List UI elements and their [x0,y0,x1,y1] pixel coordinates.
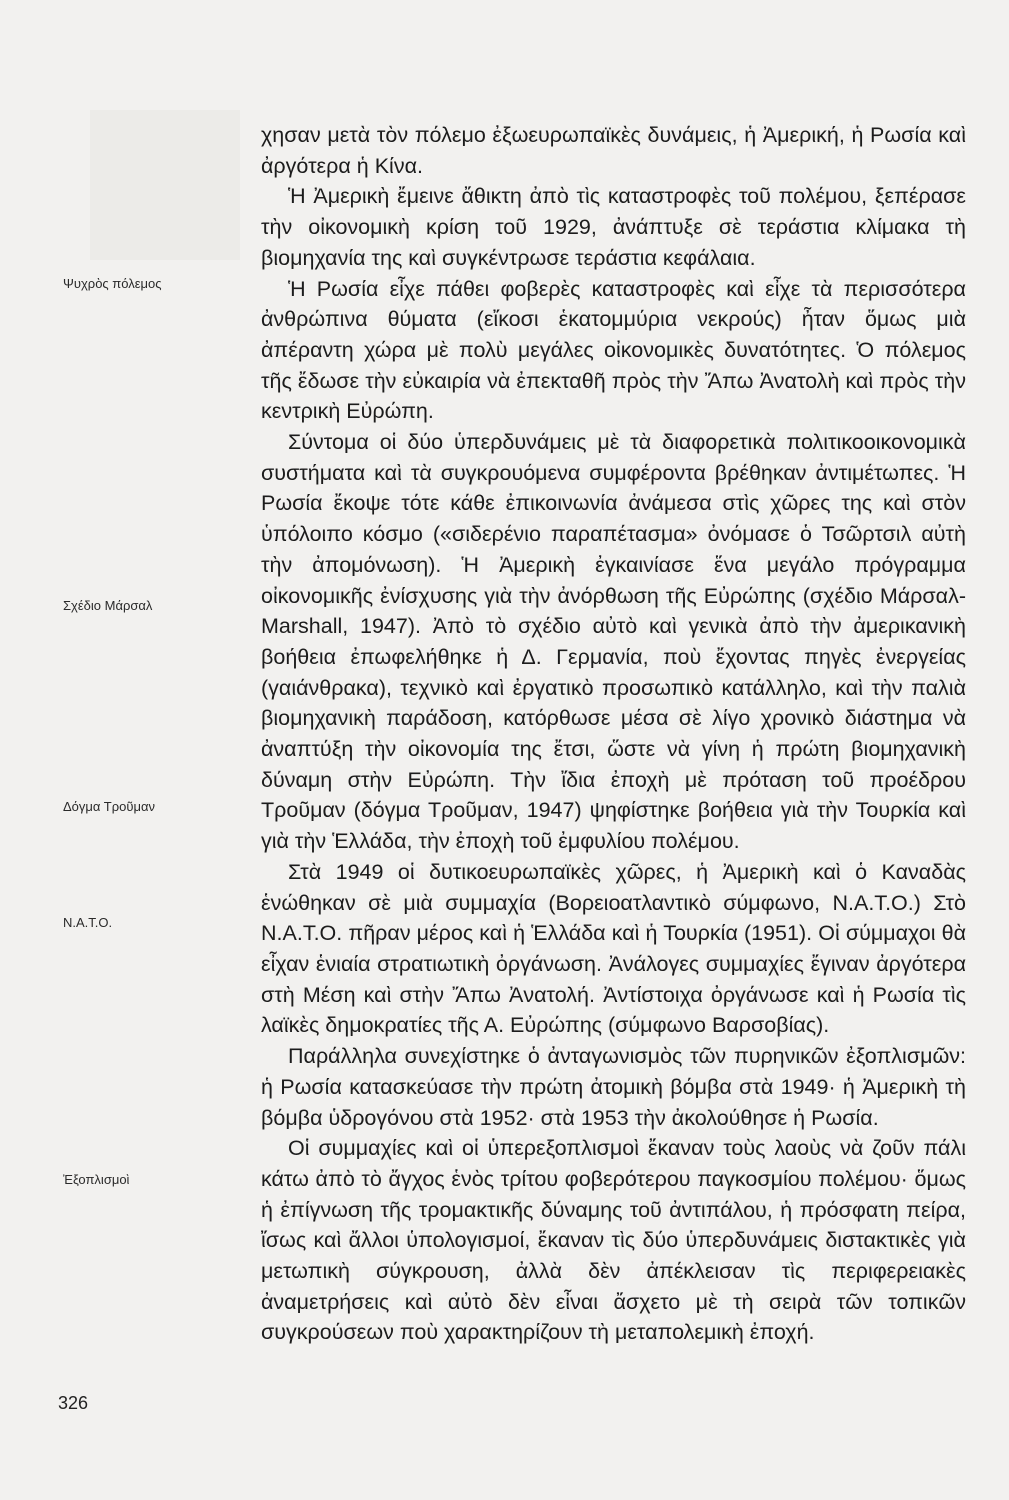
margin-note-marshall-plan: Σχέδιο Μάρσαλ [63,598,153,613]
main-text [261,120,966,1348]
paragraph: Ἡ Ἀμερικὴ ἔμεινε ἄθικτη ἀπὸ τὶς καταστροφὲς τοῦ πολέμου, ξεπέρασε τὴν οἰκονομικὴ κρίση τοῦ 1929, ἀνάπτυξε σὲ τεράστια κλίμακα τὴ βιομηχανία της καὶ συγκέντρωσε τεράστια κεφάλαια. [261,184,966,270]
margin-note-truman-doctrine: Δόγμα Τροῦμαν [63,799,155,814]
paragraph: Στὰ 1949 οἱ δυτικοευρωπαϊκὲς χῶρες, ἡ Ἀμερικὴ καὶ ὁ Καναδὰς ἑνώθηκαν σὲ μιὰ συμμαχία (Βορειοατλαντικὸ σύμφωνο, Ν.Α.Τ.Ο.) Στὸ Ν.Α.Τ.Ο. πῆραν μέρος καὶ ἡ Ἑλλάδα καὶ ἡ Τουρκία (1951). Οἱ σύμμαχοι θὰ εἶχαν ἑνιαία στρατιωτικὴ ὀργάνωση. Ἀνάλογες συμμαχίες ἔγιναν ἀργότερα στὴ Μέση καὶ στὴν Ἄπω Ἀνατολή. Ἀντίστοιχα ὀργάνωσε καὶ ἡ Ρωσία τὶς λαϊκὲς δημοκρατίες τῆς Α. Εὐρώπης (σύμφωνο Βαρσοβίας). [261,859,966,1038]
paragraph: Ἡ Ρωσία εἶχε πάθει φοβερὲς καταστροφὲς καὶ εἶχε τὰ περισσότερα ἀνθρώπινα θύματα (εἴκοσι ἑκατομμύρια νεκρούς) ἦταν ὅμως μιὰ ἀπέραντη χώρα μὲ πολὺ μεγάλες οἰκονομικὲς δυνατότητες. Ὁ πόλεμος τῆς ἔδωσε τὴν εὐκαιρία νὰ ἐπεκταθῆ πρὸς τὴν Ἄπω Ἀνατολὴ καὶ πρὸς τὴν κεντρικὴ Εὐρώπη. [261,276,966,424]
paragraph: Παράλληλα συνεχίστηκε ὁ ἀνταγωνισμὸς τῶν πυρηνικῶν ἐξοπλισμῶν: ἡ Ρωσία κατασκεύασε τὴν πρώτη ἀτομικὴ βόμβα στὰ 1949· ἡ Ἀμερικὴ τὴ βόμβα ὑδρογόνου στὰ 1952· στὰ 1953 τὴν ἀκολούθησε ἡ Ρωσία. [261,1044,966,1130]
paragraph: Σύντομα οἱ δύο ὑπερδυνάμεις μὲ τὰ διαφορετικὰ πολιτικοοικονομικὰ συστήματα καὶ τὰ συγκρουόμενα συμφέροντα βρέθηκαν ἀντιμέτωπες. Ἡ Ρωσία ἔκοψε τότε κάθε ἐπικοινωνία ἀνάμεσα στὶς χῶρες της καὶ στὸν ὑπόλοιπο κόσμο («σιδερένιο παραπέτασμα» ὀνόμασε ὁ Τσῶρτσιλ αὐτὴ τὴν ἀπομόνωση). Ἡ Ἀμερικὴ ἐγκαινίασε ἕνα μεγάλο πρόγραμμα οἰκονομικῆς ἐνίσχυσης γιὰ τὴν ἀνόρθωση τῆς Εὐρώπης (σχέδιο Μάρσαλ-Marshall, 1947). Ἀπὸ τὸ σχέδιο αὐτὸ καὶ γενικὰ ἀπὸ τὴν ἀμερικανικὴ βοήθεια ἐπωφελήθηκε ἡ Δ. Γερμανία, ποὺ ἔχοντας πηγὲς ἐνεργείας (γαιάνθρακα), τεχνικὸ καὶ ἐργατικὸ προσωπικὸ κατάλληλο, καὶ τὴν παλιὰ βιομηχανικὴ παράδοση, κατόρθωσε μέσα σὲ λίγο χρονικὸ διάστημα νὰ ἀναπτύξη τὴν οἰκονομία της ἔτσι, ὥστε νὰ γίνη ἡ πρώτη βιομηχανικὴ δύναμη στὴν Εὐρώπη. Τὴν ἴδια ἐποχὴ μὲ πρόταση τοῦ προέδρου Τροῦμαν (δόγμα Τροῦμαν, 1947) ψηφίστηκε βοήθεια γιὰ τὴν Τουρκία καὶ γιὰ τὴν Ἑλλάδα, τὴν ἐποχὴ τοῦ ἐμφυλίου πολέμου. [261,430,966,854]
paragraph: Οἱ συμμαχίες καὶ οἱ ὑπερεξοπλισμοὶ ἔκαναν τοὺς λαοὺς νὰ ζοῦν πάλι κάτω ἀπὸ τὸ ἄγχος ἑνὸς τρίτου φοβερότερου παγκοσμίου πολέμου· ὅμως ἡ ἐπίγνωση τῆς τρομακτικῆς δύναμης τοῦ ἀντιπάλου, ἡ πρόσφατη πείρα, ἴσως καὶ ἄλλοι ὑπολογισμοί, ἔκαναν τὶς δύο ὑπερδυνάμεις διστακτικὲς γιὰ μετωπικὴ σύγκρουση, ἀλλὰ δὲν ἀπέκλεισαν τὶς περιφερειακὲς ἀναμετρήσεις καὶ αὐτὸ δὲν εἶναι ἄσχετο μὲ τὴ σειρὰ τῶν τοπικῶν συγκρούσεων ποὺ χαρακτηρίζουν τὴ μεταπολεμικὴ ἐποχή. [261,1136,966,1345]
margin-note-nato: Ν.Α.Τ.Ο. [63,915,113,930]
margin-note-cold-war: Ψυχρὸς πόλεμος [63,276,162,291]
show-through-shadow [90,110,240,260]
paragraph: χησαν μετὰ τὸν πόλεμο ἐξωευρωπαϊκὲς δυνάμεις, ἡ Ἀμερική, ἡ Ρωσία καὶ ἀργότερα ἡ Κίνα. [261,123,966,178]
page-number: 326 [58,1393,89,1413]
margin-note-armaments: Ἐξοπλισμοὶ [63,1172,130,1187]
